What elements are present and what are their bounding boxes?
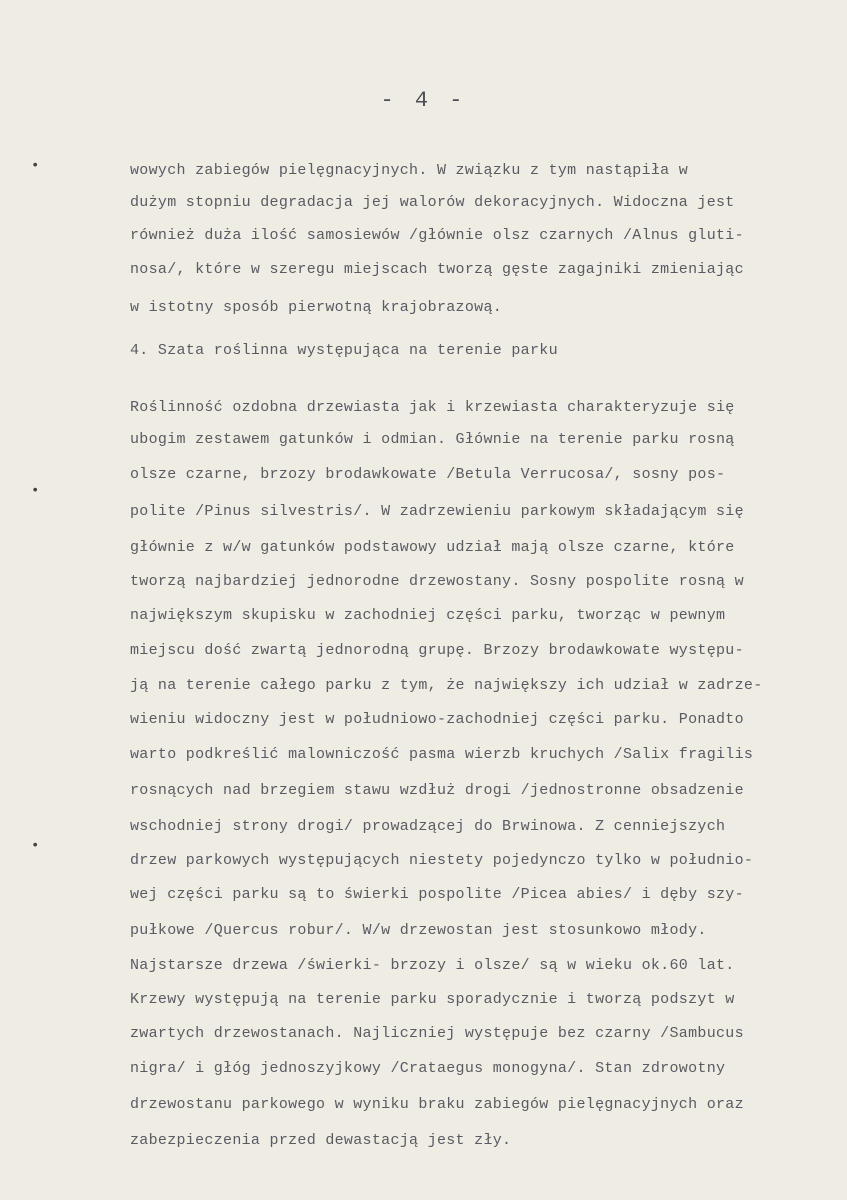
text-line: rosnących nad brzegiem stawu wzdłuż drogi /jednostronne obsadzenie: [130, 782, 744, 799]
margin-mark: •: [31, 838, 40, 854]
margin-mark: •: [31, 483, 40, 499]
page-number: - 4 -: [380, 88, 467, 113]
text-line: Krzewy występują na terenie parku sporadycznie i tworzą podszyt w: [130, 991, 735, 1008]
text-line: nosa/, które w szeregu miejscach tworzą gęste zagajniki zmieniając: [130, 261, 744, 278]
text-line: również duża ilość samosiewów /głównie olsz czarnych /Alnus gluti-: [130, 227, 744, 244]
text-line: miejscu dość zwartą jednorodną grupę. Brzozy brodawkowate występu-: [130, 642, 744, 659]
text-line: drzew parkowych występujących niestety pojedynczo tylko w południo-: [130, 852, 754, 869]
text-line: największym skupisku w zachodniej części parku, tworząc w pewnym: [130, 607, 726, 624]
text-line: ją na terenie całego parku z tym, że największy ich udział w zadrze-: [130, 677, 763, 694]
text-line: olsze czarne, brzozy brodawkowate /Betula Verrucosa/, sosny pos-: [130, 466, 726, 483]
text-line: polite /Pinus silvestris/. W zadrzewieniu parkowym składającym się: [130, 503, 744, 520]
text-line: wieniu widoczny jest w południowo-zachodniej części parku. Ponadto: [130, 711, 744, 728]
margin-mark: •: [31, 158, 40, 174]
text-line: ubogim zestawem gatunków i odmian. Głównie na terenie parku rosną: [130, 431, 735, 448]
text-line: drzewostanu parkowego w wyniku braku zabiegów pielęgnacyjnych oraz: [130, 1096, 744, 1113]
text-line: wowych zabiegów pielęgnacyjnych. W związku z tym nastąpiła w: [130, 162, 689, 179]
text-line: w istotny sposób pierwotną krajobrazową.: [130, 299, 503, 316]
text-line: tworzą najbardziej jednorodne drzewostany. Sosny pospolite rosną w: [130, 573, 744, 590]
text-line: zwartych drzewostanach. Najliczniej występuje bez czarny /Sambucus: [130, 1025, 744, 1042]
text-line: dużym stopniu degradacja jej walorów dekoracyjnych. Widoczna jest: [130, 194, 735, 211]
text-line: wej części parku są to świerki pospolite /Picea abies/ i dęby szy-: [130, 886, 744, 903]
section-heading: 4. Szata roślinna występująca na terenie parku: [130, 342, 558, 359]
text-line: Najstarsze drzewa /świerki- brzozy i olsze/ są w wieku ok.60 lat.: [130, 957, 735, 974]
text-line: zabezpieczenia przed dewastacją jest zły.: [130, 1132, 512, 1149]
text-line: warto podkreślić malowniczość pasma wierzb kruchych /Salix fragilis: [130, 746, 754, 763]
text-line: nigra/ i głóg jednoszyjkowy /Crataegus monogyna/. Stan zdrowotny: [130, 1060, 726, 1077]
text-line: Roślinność ozdobna drzewiasta jak i krzewiasta charakteryzuje się: [130, 399, 735, 416]
text-line: wschodniej strony drogi/ prowadzącej do Brwinowa. Z cenniejszych: [130, 818, 726, 835]
text-line: głównie z w/w gatunków podstawowy udział mają olsze czarne, które: [130, 539, 735, 556]
text-line: pułkowe /Quercus robur/. W/w drzewostan jest stosunkowo młody.: [130, 922, 707, 939]
